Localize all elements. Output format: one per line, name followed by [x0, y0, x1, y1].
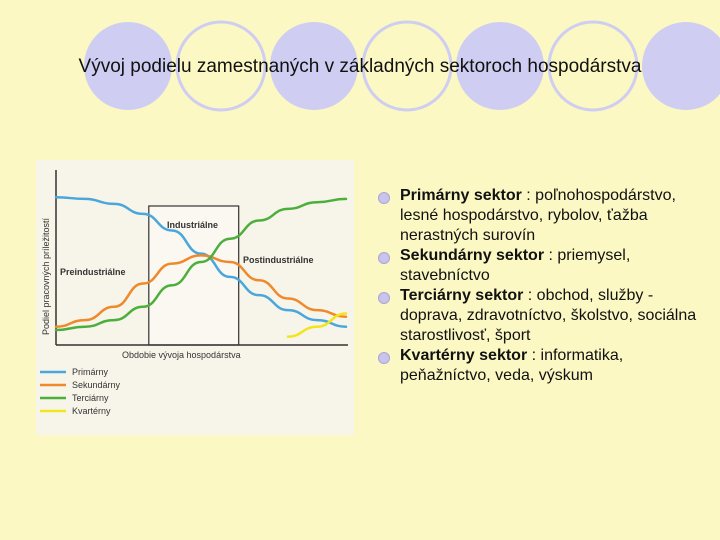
period-label-postindustrial: Postindustriálne	[243, 255, 314, 265]
bullet-text: : obchod, služby - doprava, zdravotníctvo, školstvo, sociálna starostlivosť, šport	[400, 287, 697, 344]
sector-list	[378, 186, 708, 386]
bullet-item-tertiary	[378, 286, 708, 346]
bullet-item-secondary	[378, 246, 708, 286]
bullet-icon	[378, 252, 390, 264]
x-axis-label: Obdobie vývoja hospodárstva	[122, 350, 241, 360]
bullet-text: : poľnohospodárstvo, lesné hospodárstvo, rybolov, ťažba nerastných surovín	[400, 187, 676, 244]
bullet-item-quaternary	[378, 346, 708, 386]
slide-title: Vývoj podielu zamestnaných v základných sektoroch hospodárstva	[78, 56, 642, 77]
sector-chart	[36, 160, 354, 435]
legend-label: Kvartérny	[72, 406, 111, 416]
legend-label: Sekundárny	[72, 380, 121, 390]
bullet-term: Sekundárny sektor	[400, 247, 545, 264]
bullet-icon	[378, 292, 390, 304]
y-axis-label: Podiel pracovných príležitostí	[41, 217, 51, 335]
chart-svg	[36, 160, 354, 435]
bullet-text: : informatika, peňažníctvo, veda, výskum	[400, 347, 624, 384]
legend-label: Primárny	[72, 367, 109, 377]
bullet-icon	[378, 192, 390, 204]
bullet-item-primary	[378, 186, 708, 246]
bullet-term: Primárny sektor	[400, 187, 522, 204]
legend-label: Terciárny	[72, 393, 109, 403]
period-label-preindustrial: Preindustriálne	[60, 267, 126, 277]
period-label-industrial: Industriálne	[167, 220, 219, 230]
bullet-term: Kvartérny sektor	[400, 347, 528, 364]
bullet-text: : priemysel, stavebníctvo	[400, 247, 631, 284]
bullet-term: Terciárny sektor	[400, 287, 524, 304]
bullet-icon	[378, 352, 390, 364]
